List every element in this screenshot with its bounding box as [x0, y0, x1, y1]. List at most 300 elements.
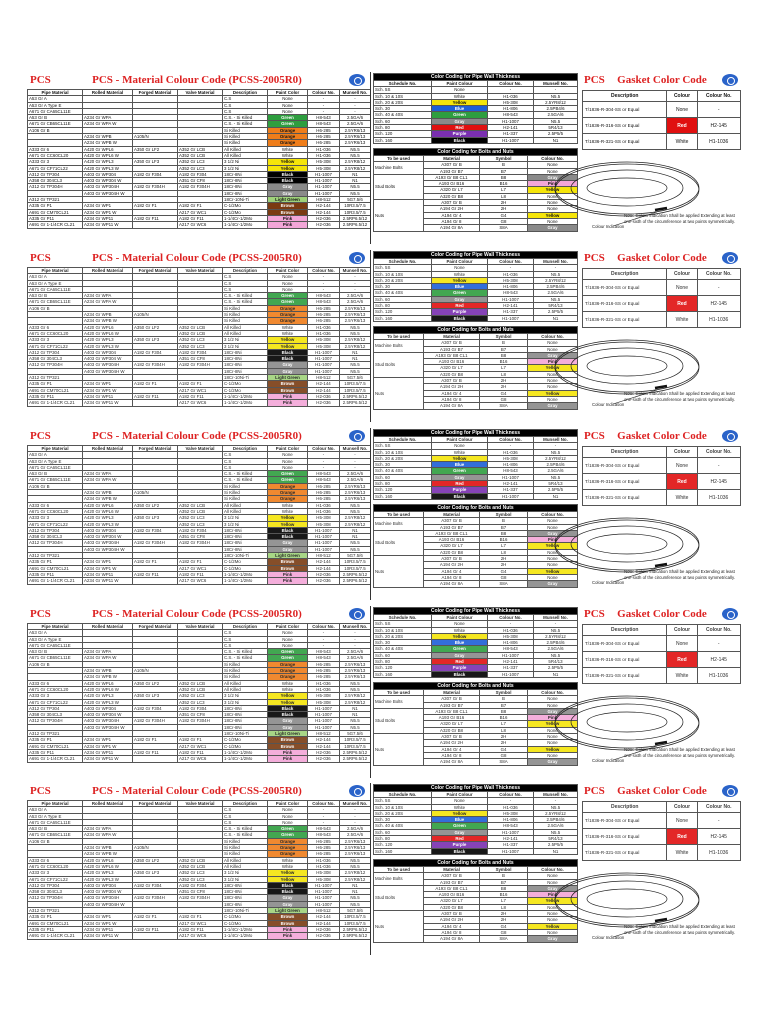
gasket-row [583, 829, 741, 845]
bolts-group-label: Nuts [374, 200, 424, 231]
thickness-cell: White [432, 449, 488, 455]
material-cell: A234 Gr WPA W [83, 299, 133, 305]
material-cell: Orange [268, 838, 308, 844]
material-cell: Brown [268, 381, 308, 387]
material-cell: Si Killed [223, 312, 268, 318]
material-cell: A333 Gr 6 [28, 324, 83, 330]
material-cell: H1-1007 [308, 527, 340, 533]
material-cell: H2-036 [308, 393, 340, 399]
material-cell: Pink [268, 578, 308, 584]
material-cell: 3 1/2 Ni [223, 876, 268, 882]
material-cell: All Killed [223, 146, 268, 152]
bolts-cell: None [528, 917, 578, 923]
bolts-cell: None [528, 218, 578, 224]
material-cell: A217 Gr WC1 [178, 387, 223, 393]
bolts-cell: 2H [480, 206, 528, 212]
pcs-title: PCS - Material Colour Code (PCSS-2005R0) [92, 252, 302, 264]
bolts-cell: B8 [480, 708, 528, 714]
material-cell: N5.5 [340, 718, 371, 724]
material-cell: A350 Gr LF3 [133, 337, 178, 343]
bolts-cell: None [528, 873, 578, 879]
column-header: Description [223, 446, 268, 452]
column-header: Pipe Material [28, 90, 83, 96]
material-cell: White [268, 686, 308, 692]
material-cell: White [268, 502, 308, 508]
material-cell: A234 Gr WPB W [83, 851, 133, 857]
pipe-wall-thickness-table [373, 607, 578, 678]
thickness-cell: - [534, 798, 578, 804]
material-cell: H8-543 [308, 832, 340, 838]
column-header: Colour No. [308, 624, 340, 630]
thickness-cell: H1-1007 [488, 296, 534, 302]
material-cell: N5.5 [340, 546, 371, 552]
material-cell: C-1/2Mo [223, 737, 268, 743]
column-header: Description [223, 624, 268, 630]
thickness-cell: Sch. 40 & 40S [374, 290, 432, 296]
material-cell: A234 Gr WPB W [83, 496, 133, 502]
material-cell: Yellow [268, 699, 308, 705]
material-cell: A182 Gr F1 [178, 737, 223, 743]
thickness-cell: Gray [432, 829, 488, 835]
material-cell: A217 Gr WC6 [178, 578, 223, 584]
material-cell: A234 Gr WP1 [83, 737, 133, 743]
material-cell: Brown [268, 203, 308, 209]
material-cell: A312 Gr TP304 [28, 882, 83, 888]
material-cell: - [340, 102, 371, 108]
bolts-cell: B [480, 873, 528, 879]
pcs-logo: PCS [584, 608, 605, 620]
material-cell: A234 Gr WPA W [83, 832, 133, 838]
material-cell: None [268, 464, 308, 470]
material-cell: A312 Gr TP304H [28, 718, 83, 724]
pcs-logo: PCS [30, 252, 51, 264]
bolts-cell: A193 Gr B16 [424, 537, 480, 543]
material-cell: A182 Gr F11 [178, 393, 223, 399]
bolts-cell: None [528, 727, 578, 733]
material-cell: 3 1/2 Ni [223, 159, 268, 165]
bolts-cell: 2H [480, 556, 528, 562]
material-cell: 18Cr-10Ni-Ti [223, 197, 268, 203]
material-cell: 10R3.5/7.5 [340, 381, 371, 387]
gasket-cell: None [667, 280, 697, 296]
bolts-cell: A194 Gr 8A [424, 936, 480, 942]
material-cell: 18Cr-8Ni [223, 882, 268, 888]
gasket-row [583, 636, 741, 652]
bolts-title: Color Coding for Bolts and Nuts [374, 860, 578, 867]
bolts-cell: A320 Gr L7 [424, 543, 480, 549]
material-cell: Si Killed [223, 127, 268, 133]
material-cell: Orange [268, 318, 308, 324]
material-cell: 10R3.5/7.5 [340, 559, 371, 565]
bolts-cell: 2H [480, 378, 528, 384]
material-cell: A358 Gr 304CL3 [28, 712, 83, 718]
thickness-cell: H1-337 [488, 309, 534, 315]
gasket-header-row [583, 91, 741, 102]
material-cell: A671 Gr CB65CL11E [28, 477, 83, 483]
bolts-cell: 2H [480, 740, 528, 746]
material-cell: A403 Gr WP304 [83, 882, 133, 888]
material-cell: H1-036 [308, 857, 340, 863]
material-cell: 2.5GA/6 [340, 293, 371, 299]
thickness-cell: Sch. 30 [374, 284, 432, 290]
material-cell: N1 [340, 349, 371, 355]
bolts-cell: None [528, 168, 578, 174]
material-cell: H1-036 [308, 146, 340, 152]
material-cell: H5-308 [308, 876, 340, 882]
gasket-cell: White [667, 845, 697, 861]
bolts-cell: A193 Gr B16 [424, 715, 480, 721]
bolts-cell: Gray [528, 352, 578, 358]
material-cell: None [268, 274, 308, 280]
material-cell: A420 Gr WPL6 [83, 324, 133, 330]
gasket-cell: Red [667, 118, 697, 134]
thickness-row [374, 315, 578, 321]
column-header: Schedule No. [374, 792, 432, 798]
material-cell: A234 Gr WP11 [83, 215, 133, 221]
thickness-cell: Yellow [432, 99, 488, 105]
material-cell: C.S. - Si Killed [223, 293, 268, 299]
gasket-cell: T/1836-R-321-SS or Equal [583, 490, 667, 506]
material-cell: A358 Gr 304CL3 [28, 178, 83, 184]
material-cell: H5-308 [308, 521, 340, 527]
column-header: Forged Material [133, 801, 178, 807]
bolts-group-label: Stud Bolts [374, 885, 424, 910]
material-cell: White [268, 152, 308, 158]
column-header: Munsell No. [340, 268, 371, 274]
material-cell: H6-285 [308, 483, 340, 489]
material-cell: C.S [223, 280, 268, 286]
column-header: Pipe Material [28, 624, 83, 630]
thickness-cell: White [432, 627, 488, 633]
material-cell: A53 Gr A Type E [28, 280, 83, 286]
bolts-cell: A320 Gr B8 [424, 193, 480, 199]
column-header: Forged Material [133, 446, 178, 452]
material-cell: - [308, 102, 340, 108]
gasket-note: Note: Colour Indication Shall be applied Extending at least one-sixth of the circumference at two points symmetrically. [624, 747, 735, 758]
thickness-cell: H5-308 [488, 99, 534, 105]
material-cell: C.S [223, 108, 268, 114]
thickness-cell: Sch. 120 [374, 842, 432, 848]
material-cell: A106 Gr B [28, 838, 83, 844]
material-cell: Orange [268, 845, 308, 851]
material-cell: None [268, 636, 308, 642]
material-cell: A53 Gr B [28, 293, 83, 299]
thickness-cell: H1-1007 [488, 137, 534, 143]
gasket-cell: Red [667, 474, 697, 490]
material-cell: C-1/2Mo [223, 914, 268, 920]
column-header: Rolled Material [83, 801, 133, 807]
material-cell: 1-1/4Cr-1/2Mo [223, 933, 268, 939]
gasket-header-row [583, 447, 741, 458]
thickness-cell: Sch. 40 & 40S [374, 112, 432, 118]
column-header: Rolled Material [83, 268, 133, 274]
material-cell: 2.5YR6/13 [340, 668, 371, 674]
material-cell: 18Cr-8Ni [223, 190, 268, 196]
material-cell: Pink [268, 222, 308, 228]
bolts-cell: Gray [528, 708, 578, 714]
thickness-cell: Sch. 60 [374, 474, 432, 480]
material-cell: Yellow [268, 521, 308, 527]
bolts-cell: Gray [528, 885, 578, 891]
gasket-cell: T/1836-R-304-SS or Equal [583, 280, 667, 296]
material-cell: A234 Gr WPB [83, 668, 133, 674]
material-cell: 18Cr-8Ni [223, 718, 268, 724]
thickness-row [374, 848, 578, 854]
material-row [28, 756, 371, 762]
material-cell: 2.5YR8/12 [340, 337, 371, 343]
colour-code-sheet [27, 606, 741, 778]
material-cell: A234 Gr WPB [83, 312, 133, 318]
material-cell: N5.5 [340, 686, 371, 692]
material-cell: - [340, 274, 371, 280]
thickness-cell: H1-1007 [488, 652, 534, 658]
material-cell: A182 Gr F304H [133, 184, 178, 190]
colour-indication-label: Colour Indication [592, 935, 625, 940]
material-cell: A335 Gr P11 [28, 393, 83, 399]
material-cell: A53 Gr B [28, 649, 83, 655]
gasket-cell: T/1836-R-304-SS or Equal [583, 458, 667, 474]
thickness-cell: Sch. 5S [374, 798, 432, 804]
column-header: Colour [667, 447, 697, 458]
bolts-title: Color Coding for Bolts and Nuts [374, 149, 578, 156]
material-cell: A217 Gr WC6 [178, 756, 223, 762]
material-cell: None [268, 96, 308, 102]
thickness-cell: None [432, 443, 488, 449]
thickness-cell: Purple [432, 842, 488, 848]
material-cell: N1 [340, 178, 371, 184]
colour-code-sheet [27, 428, 741, 600]
thickness-cell: None [432, 621, 488, 627]
material-cell: 10R3.5/7.5 [340, 737, 371, 743]
pipe-wall-thickness-table [373, 251, 578, 322]
bolts-cell: A194 Gr 4 [424, 923, 480, 929]
material-cell: N5.5 [340, 330, 371, 336]
company-badge-icon [722, 608, 738, 620]
material-cell: A352 Gr LC3 [178, 515, 223, 521]
material-cell: A182 Gr F304H [133, 540, 178, 546]
thickness-cell: Sch. 20 & 20S [374, 99, 432, 105]
material-cell: H2-036 [308, 933, 340, 939]
material-cell: A691 Gr CM70CL21 [28, 743, 83, 749]
material-cell: A182 Gr F304 [133, 171, 178, 177]
material-cell: White [268, 324, 308, 330]
gasket-ring-drawing [547, 684, 717, 774]
material-cell: A350 Gr LF3 [133, 870, 178, 876]
material-cell: A182 Gr F11 [133, 215, 178, 221]
gasket-cell: T/1836-R-316-SS or Equal [583, 118, 667, 134]
thickness-cell: H1-806 [488, 284, 534, 290]
bolts-cell: 2H [480, 917, 528, 923]
material-cell: 2.5YR6/13 [340, 851, 371, 857]
bolts-cell: B [480, 340, 528, 346]
bolts-cell: None [528, 396, 578, 402]
material-cell: A53 Gr A [28, 452, 83, 458]
thickness-cell: Sch. 80 [374, 125, 432, 131]
material-cell: H8-543 [308, 293, 340, 299]
thickness-cell: Sch. 20 & 20S [374, 810, 432, 816]
material-cell: - [308, 464, 340, 470]
gasket-ring-edge [587, 178, 667, 198]
thickness-cell: H1-036 [488, 804, 534, 810]
material-cell: A352 Gr LCB [178, 680, 223, 686]
material-cell: A182 Gr F1 [133, 381, 178, 387]
column-header: Paint Color [268, 268, 308, 274]
material-cell: H1-036 [308, 152, 340, 158]
column-header: Valve Material [178, 90, 223, 96]
material-cell: H5-308 [308, 159, 340, 165]
gasket-ring-edge [587, 356, 667, 376]
bolts-cell: Yellow [528, 365, 578, 371]
material-cell: A420 Gr WPL3 W [83, 165, 133, 171]
thickness-cell: H2-141 [488, 659, 534, 665]
material-cell: All Killed [223, 502, 268, 508]
column-header: Valve Material [178, 268, 223, 274]
material-cell: A335 Gr P1 [28, 203, 83, 209]
thickness-cell: Sch. 20 & 20S [374, 277, 432, 283]
material-cell: White [268, 330, 308, 336]
material-cell: 2.5GA/6 [340, 299, 371, 305]
material-cell: A53 Gr A [28, 96, 83, 102]
material-cell: Green [268, 477, 308, 483]
material-cell: A691 Gr CM70CL21 [28, 565, 83, 571]
thickness-cell: H2-141 [488, 836, 534, 842]
thickness-cell: White [432, 804, 488, 810]
material-cell: Pink [268, 933, 308, 939]
material-cell: 2.5RP6.5/12 [340, 400, 371, 406]
column-header: Schedule No. [374, 437, 432, 443]
colour-code-sheet [27, 783, 741, 955]
bolts-cell: G4 [480, 923, 528, 929]
material-cell: 3 1/2 Ni [223, 521, 268, 527]
material-cell: A403 Gr WP304 [83, 171, 133, 177]
bolts-cell: L7 [480, 365, 528, 371]
thickness-cell: Sch. 160 [374, 671, 432, 677]
bolts-cell: A307 Gr B [424, 518, 480, 524]
material-cell: H8-512 [308, 908, 340, 914]
material-cell: A234 Gr WP1 [83, 914, 133, 920]
material-cell: A671 Gr CF71CL22 [28, 521, 83, 527]
bolts-cell: Pink [528, 892, 578, 898]
material-colour-panel [27, 606, 370, 778]
material-cell: H2-144 [308, 559, 340, 565]
material-cell: Si Killed [223, 483, 268, 489]
thickness-cell: H1-337 [488, 487, 534, 493]
thickness-cell: H1-806 [488, 640, 534, 646]
material-cell: Orange [268, 483, 308, 489]
thickness-cell: None [432, 265, 488, 271]
material-cell: A403 Gr WP304 [83, 349, 133, 355]
column-header: Munsell No. [340, 90, 371, 96]
material-cell: C.S. - Si Killed [223, 115, 268, 121]
thickness-cell: Black [432, 671, 488, 677]
column-header: Colour No. [528, 690, 578, 696]
column-header: Material [424, 690, 480, 696]
gasket-cell: H2-145 [697, 829, 741, 845]
thickness-cell: H5-308 [488, 455, 534, 461]
material-cell: A691 Gr 1-1/4CR CL21 [28, 933, 83, 939]
bolts-cell: A307 Gr B [424, 378, 480, 384]
gasket-cell: H1-1036 [697, 134, 741, 150]
material-cell: N5.5 [340, 146, 371, 152]
material-cell: H1-036 [308, 508, 340, 514]
colour-indication-mark [655, 386, 667, 388]
material-cell: Si Killed [223, 661, 268, 667]
material-cell: Si Killed [223, 134, 268, 140]
thickness-cell: H1-036 [488, 271, 534, 277]
gasket-header-row [583, 802, 741, 813]
material-cell [133, 222, 178, 228]
material-cell: A234 Gr WP11 W [83, 222, 133, 228]
bolts-cell: S8A [480, 759, 528, 765]
bolts-cell: A194 Gr 4 [424, 390, 480, 396]
material-cell: 2.5YR8/12 [340, 699, 371, 705]
material-cell: Orange [268, 490, 308, 496]
material-cell: A352 Gr LCB [178, 152, 223, 158]
thickness-cell: Green [432, 823, 488, 829]
material-cell: All Killed [223, 863, 268, 869]
thickness-cell: 2.5GA/6 [534, 468, 578, 474]
thickness-cell: Sch. 80 [374, 836, 432, 842]
bolts-group-label: Machine Bolts [374, 518, 424, 531]
bolts-cell: Pink [528, 537, 578, 543]
material-cell: A671 Gr CC60CL20 [28, 152, 83, 158]
bolts-cell: A194 Gr 8A [424, 403, 480, 409]
thickness-cell: H2-141 [488, 125, 534, 131]
material-cell: A53 Gr A Type E [28, 102, 83, 108]
thickness-cell: None [432, 798, 488, 804]
thickness-cell: Sch. 40 & 40S [374, 823, 432, 829]
thickness-cell: - [488, 443, 534, 449]
material-cell: A420 Gr WPL3 [83, 870, 133, 876]
material-cell: A105/N [133, 312, 178, 318]
material-cell: N5.5 [340, 508, 371, 514]
material-cell: C.S [223, 274, 268, 280]
material-cell: None [268, 813, 308, 819]
column-header: To be used [374, 690, 424, 696]
material-cell: H2-036 [308, 215, 340, 221]
thickness-cell: Red [432, 125, 488, 131]
material-cell: A234 Gr WPA [83, 115, 133, 121]
bolts-cell: A194 Gr 8 [424, 396, 480, 402]
bolts-cell: A194 Gr 8 [424, 752, 480, 758]
material-cell: Gray [268, 540, 308, 546]
column-header: Munsell No. [534, 259, 578, 265]
bolts-cell: A193 Gr B8 CL1 [424, 885, 480, 891]
material-cell: Black [268, 534, 308, 540]
material-cell: H1-1007 [308, 546, 340, 552]
material-cell: A106 Gr B [28, 127, 83, 133]
material-cell: A671 Gr CB65CL11E [28, 655, 83, 661]
bolts-cell: A193 Gr B16 [424, 181, 480, 187]
material-cell: Orange [268, 312, 308, 318]
gasket-colour-table [582, 446, 741, 506]
bolts-cell: S8A [480, 403, 528, 409]
material-cell: A691 Gr 1-1/4CR CL21 [28, 756, 83, 762]
material-cell: H6-285 [308, 140, 340, 146]
material-cell: 10R3.5/7.5 [340, 209, 371, 215]
material-cell: 18Cr-8Ni [223, 712, 268, 718]
column-header: Colour No. [308, 801, 340, 807]
thickness-cell: 5R4/13 [534, 481, 578, 487]
pipe-wall-thickness-table [373, 784, 578, 855]
material-cell: All Killed [223, 857, 268, 863]
material-cell: Brown [268, 743, 308, 749]
material-colour-panel [27, 250, 370, 422]
column-header: Colour No. [488, 81, 534, 87]
material-cell: A182 Gr F304 [178, 882, 223, 888]
material-cell: C.S [223, 813, 268, 819]
thickness-cell: 2.5GA/6 [534, 290, 578, 296]
